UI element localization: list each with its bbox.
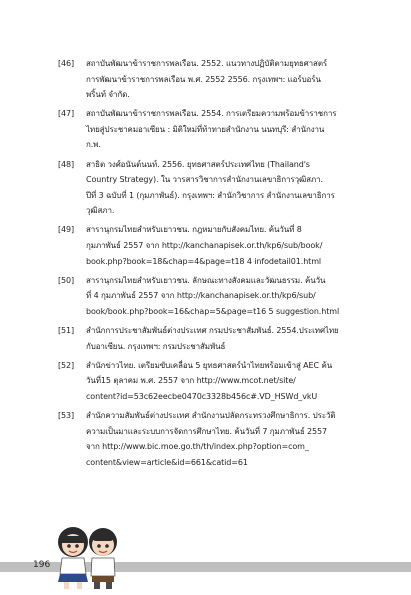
reference-number: [50] <box>58 275 75 285</box>
reference-number: [47] <box>58 109 75 119</box>
reference-list <box>58 56 368 474</box>
reference-item <box>58 273 368 320</box>
reference-number: [49] <box>58 225 75 235</box>
reference-number: [46] <box>58 59 75 68</box>
reference-item <box>58 157 368 219</box>
reference-number: [51] <box>58 326 75 335</box>
reference-item <box>58 358 368 405</box>
reference-number: [48] <box>58 159 75 169</box>
reference-text: สำนักข่าวไทย. เตรียมขับเคลื่อน 5 ยุทธศาสตร์นำไทยพร้อมเข้าสู่ AEC ค้น วันที่15 ตุลาคม พ.ศ. 2557 จาก http://www.mcot.net/site/ content?id=53c62eecbe0470c3328b456c#.VD_HSWd_vkU <box>86 360 333 401</box>
reference-item <box>58 323 368 354</box>
student-boy-icon <box>89 528 117 589</box>
reference-text: สำนักการประชาสัมพันธ์ต่างประเทศ กรมประชาสัมพันธ์. 2554.ประเทศไทย กับอาเซียน. กรุงเทพฯ: กรมประชาสัมพันธ์ <box>86 326 339 351</box>
reference-item <box>58 106 368 153</box>
reference-text: สำนักความสัมพันธ์ต่างประเทศ สำนักงานปลัดกระทรวงศึกษาธิการ. ประวัติ ความเป็นมาและระบบการจัดการศึกษาไทย. ค้นวันที่ 7 กุมภาพันธ์ 2557 จาก http://www.bic.moe.go.th/th/index.php?option=com_ content&view=article&id=661&catid=61 <box>86 410 336 467</box>
reference-item <box>58 222 368 269</box>
reference-number: [53] <box>58 410 75 420</box>
page-number: 196 <box>33 560 51 570</box>
reference-text: สารานุกรมไทยสำหรับเยาวชน. ลักษณะทางสังคมและวัฒนธรรม. ค้นวัน ที่ 4 กุมภาพันธ์ 2557 จาก http://kanchanapisek.or.th/kp6/sub/ book/book.php?book=16&chap=5&page=t16 5 suggestion.html <box>86 275 340 316</box>
reference-text: สารานุกรมไทยสำหรับเยาวชน. กฎหมายกับสังคมไทย. ค้นวันที่ 8 กุมภาพันธ์ 2557 จาก http://kanchanapisek.or.th/kp6/sub/book/ book.php?book=18&chap=4&page=t18 4 infodetail01.html <box>86 225 323 266</box>
reference-item <box>58 408 368 470</box>
student-girl-icon <box>58 527 88 589</box>
reference-text: สถาบันพัฒนาข้าราชการพลเรือน. 2552. แนวทางปฏิบัติตามยุทธศาสตร์ การพัฒนาข้าราชการพลเรือน พ.ศ. 2552 2556. กรุงเทพฯ: แอร์บอร์น พริ้นท์ จำกัด. <box>86 59 328 100</box>
reference-item <box>58 56 368 103</box>
student-mascots-illustration <box>52 522 124 592</box>
reference-number: [52] <box>58 360 75 370</box>
reference-text: สถาบันพัฒนาข้าราชการพลเรือน. 2554. การเตรียมความพร้อมข้าราชการ ไทยสู่ประชาคมอาเซียน : มิติใหม่ที่ท้าทายสำนักงาน นนทบุรี: สำนักงาน ก.พ. <box>86 109 337 150</box>
reference-text: สาธิต วงศ์อนันต์นนท์. 2556. ยุทธศาสตร์ประเทศไทย (Thailand's Country Strategy). ใน วารสารวิชาการสำนักงานเลขาธิการวุฒิสภา. ปีที่ 3 ฉบับที่ 1 (กุมภาพันธ์). กรุงเทพฯ: สำนักวิชาการ สำนักงานเลขาธิการ วุฒิสภา. <box>86 159 335 216</box>
